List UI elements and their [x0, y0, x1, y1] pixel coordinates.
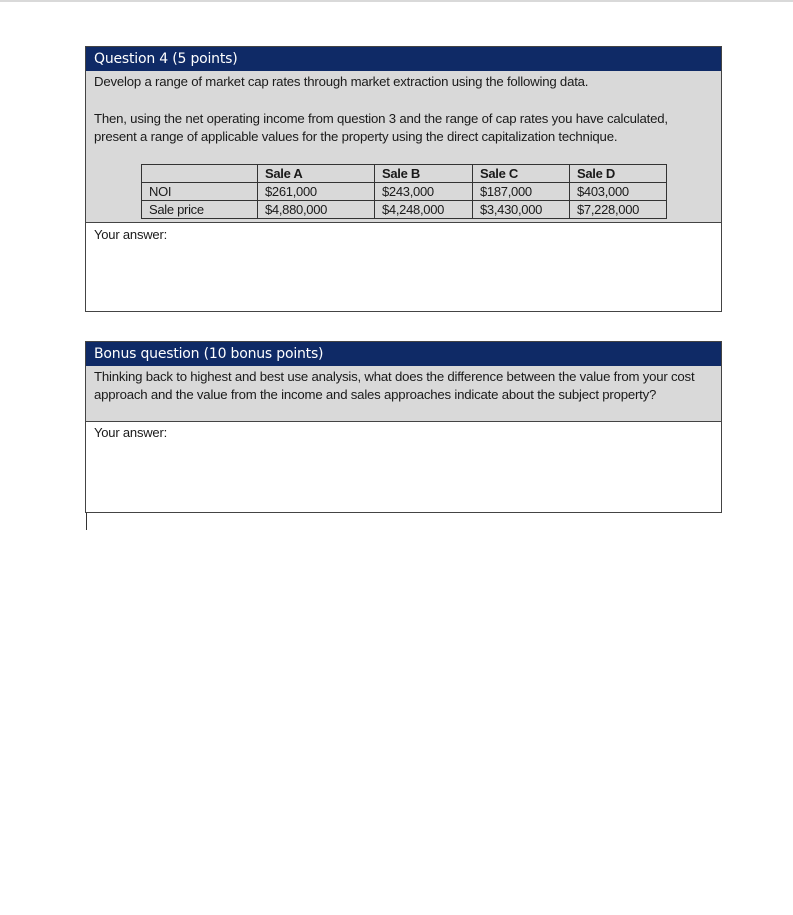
table-header-cell: Sale C [473, 165, 570, 183]
page-top-border [0, 0, 793, 2]
table-cell: Sale price [142, 201, 258, 219]
table-cell: NOI [142, 183, 258, 201]
table-row [142, 201, 667, 219]
bonus-question-line-1: Thinking back to highest and best use analysis, what does the difference between the value from your cost [94, 369, 695, 384]
table-cell: $187,000 [473, 183, 570, 201]
table-cell: $7,228,000 [570, 201, 667, 219]
bonus-question-prompt [86, 366, 721, 421]
question-4-para-1: Develop a range of market cap rates through market extraction using the following data. [94, 74, 589, 89]
table-cell: $4,248,000 [375, 201, 473, 219]
table-cell: $243,000 [375, 183, 473, 201]
sales-data-table [141, 164, 667, 219]
table-header-cell [142, 165, 258, 183]
table-header-cell: Sale D [570, 165, 667, 183]
table-header-cell: Sale B [375, 165, 473, 183]
bonus-answer-label: Your answer: [94, 425, 167, 440]
bonus-answer-area[interactable] [86, 421, 721, 512]
question-4-para-2-line-2: present a range of applicable values for the property using the direct capitalization technique. [94, 129, 618, 144]
bonus-question-block [85, 341, 722, 513]
question-4-para-2-line-1: Then, using the net operating income from question 3 and the range of cap rates you have calculated, [94, 111, 668, 126]
table-header-row [142, 165, 667, 183]
question-4-title: Question 4 (5 points) [86, 47, 721, 71]
bonus-question-title: Bonus question (10 bonus points) [86, 342, 721, 366]
question-4-answer-area[interactable] [86, 222, 721, 311]
question-4-answer-label: Your answer: [94, 227, 167, 242]
table-header-cell: Sale A [258, 165, 375, 183]
table-cell: $3,430,000 [473, 201, 570, 219]
table-cell: $403,000 [570, 183, 667, 201]
table-cell: $261,000 [258, 183, 375, 201]
table-row [142, 183, 667, 201]
question-4-block [85, 46, 722, 312]
table-cell: $4,880,000 [258, 201, 375, 219]
text-cursor [86, 513, 87, 530]
bonus-question-line-2: approach and the value from the income and sales approaches indicate about the subject property? [94, 387, 657, 402]
